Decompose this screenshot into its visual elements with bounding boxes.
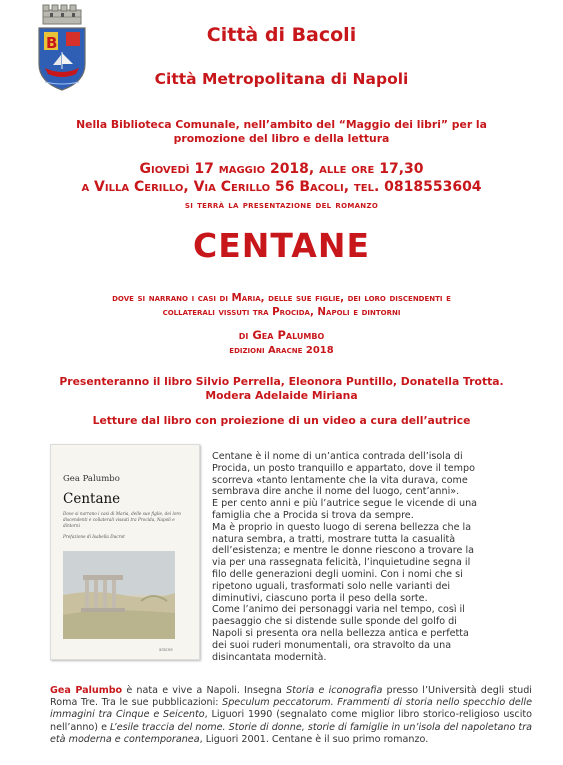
crown-icon bbox=[43, 5, 81, 24]
svg-text:B: B bbox=[46, 34, 58, 52]
description-line: Ma è proprio in questo luogo di serena bellezza che la bbox=[212, 521, 472, 533]
description-line: Come l’animo dei personaggi varia nel tempo, così il bbox=[212, 604, 465, 616]
bio-author-name: Gea Palumbo bbox=[50, 685, 123, 696]
bio-italic: Speculum peccatorum. Frammenti di storia nello specchio delle immagini tra Cinque e Seicento bbox=[50, 697, 532, 721]
cover-publisher: aracne bbox=[159, 647, 173, 652]
city-title: Città di Bacoli bbox=[206, 24, 357, 46]
metro-title: Città Metropolitana di Napoli bbox=[154, 70, 409, 88]
cover-subtitle: Dove si narrano i casi di Maria, delle sue figlie, dei loro discendenti e collaterali vissuti tra Procida, Napoli e dintorni bbox=[63, 511, 181, 528]
description-line: Procida, un posto tranquillo e appartato, dove il tempo bbox=[212, 462, 475, 474]
description-line: via per una rassegnata felicità, l’inquietudine segna il bbox=[212, 557, 471, 569]
description-line: disincantata modernità. bbox=[212, 651, 327, 663]
description-line: Napoli si presenta ora nella bellezza antica e perfetta bbox=[212, 627, 469, 639]
bio-text: presso l’Università degli studi Roma Tre. Tra le sue pubblicazioni: bbox=[50, 685, 532, 709]
cover-title: Centane bbox=[63, 491, 121, 507]
book-subtitle bbox=[25, 291, 538, 319]
speakers-line-1: Presenteranno il libro Silvio Perrella, Eleonora Puntillo, Donatella Trotta. bbox=[59, 375, 504, 388]
description-line: sembrava dire anche il nome del luogo, cent’anni». bbox=[212, 486, 460, 498]
readings-text: Letture dal libro con proiezione di un video a cura dell’autrice bbox=[92, 414, 471, 427]
event-date: Giovedì 17 maggio 2018, alle ore 17,30 bbox=[139, 161, 424, 177]
speakers-line-2: Modera Adelaide Miriana bbox=[205, 389, 358, 402]
intro-text bbox=[60, 118, 503, 146]
bio-italic: L’esile traccia del nome. Storie di donne, storie di famiglie in un’isola del napoletano tra età moderna e contemporanea bbox=[50, 721, 533, 745]
event-venue: a Villa Cerillo, Via Cerillo 56 Bacoli, tel. 0818553604 bbox=[81, 179, 482, 195]
cover-preface: Prefazione di Isabella Ducrot bbox=[63, 534, 125, 539]
description-line: paesaggio che si distende sulle sponde del golfo di bbox=[212, 616, 457, 628]
cover-painting-image bbox=[63, 551, 175, 639]
book-publisher: edizioni Aracne 2018 bbox=[229, 345, 334, 356]
description-line: famiglia che a Procida si trova da sempre. bbox=[212, 509, 414, 521]
author-bio bbox=[50, 685, 532, 746]
book-title: CENTANE bbox=[192, 226, 371, 265]
bio-text: è nata e vive a Napoli. Insegna bbox=[122, 685, 287, 696]
description-line: dell’esistenza; e mentre le donne riescono a trovare la bbox=[212, 545, 475, 557]
book-subtitle-line-2: collaterali vissuti tra Procida, Napoli e dintorni bbox=[162, 306, 401, 318]
cover-author: Gea Palumbo bbox=[63, 474, 120, 484]
description-line: dei suoi ruderi monumentali, ora stravolto da una bbox=[212, 639, 452, 651]
book-subtitle-line-1: dove si narrano i casi di Maria, delle sue figlie, dei loro discendenti e bbox=[112, 292, 451, 304]
description-line: filo delle generazioni degli uomini. Con i nomi che si bbox=[212, 568, 463, 580]
intro-line-2: promozione del libro e della lettura bbox=[173, 132, 390, 145]
description-line: E per cento anni e più l’autrice segue le vicende di una bbox=[212, 498, 478, 510]
speakers-text bbox=[30, 375, 533, 403]
book-author: di Gea Palumbo bbox=[238, 328, 325, 342]
description-line: scorreva «tanto lentamente che la vita durava, come bbox=[212, 474, 468, 486]
book-cover-image bbox=[50, 444, 200, 660]
bio-text: , Liguori 2001. Centane è il suo primo romanzo. bbox=[199, 733, 429, 745]
bio-italic: Storia e iconografia bbox=[286, 685, 383, 696]
description-line: Centane è il nome di un’antica contrada dell’isola di bbox=[212, 451, 463, 462]
description-line: diminutivi, ciascuno porta il peso della sorte. bbox=[212, 592, 428, 604]
description-line: natura sembra, a tratti, mostrare tutta la casualità bbox=[212, 533, 456, 545]
book-description bbox=[212, 451, 532, 663]
intro-line-1: Nella Biblioteca Comunale, nell’ambito del “Maggio dei libri” per la bbox=[76, 118, 487, 131]
event-announce: si terrà la presentazione del romanzo bbox=[184, 199, 379, 211]
bio-text: , Liguori 1990 (segnalato come miglior libro storico-religioso uscito nell’anno) e bbox=[50, 709, 532, 733]
description-line: ripetono uguali, trasformati solo nelle varianti dei bbox=[212, 580, 451, 592]
